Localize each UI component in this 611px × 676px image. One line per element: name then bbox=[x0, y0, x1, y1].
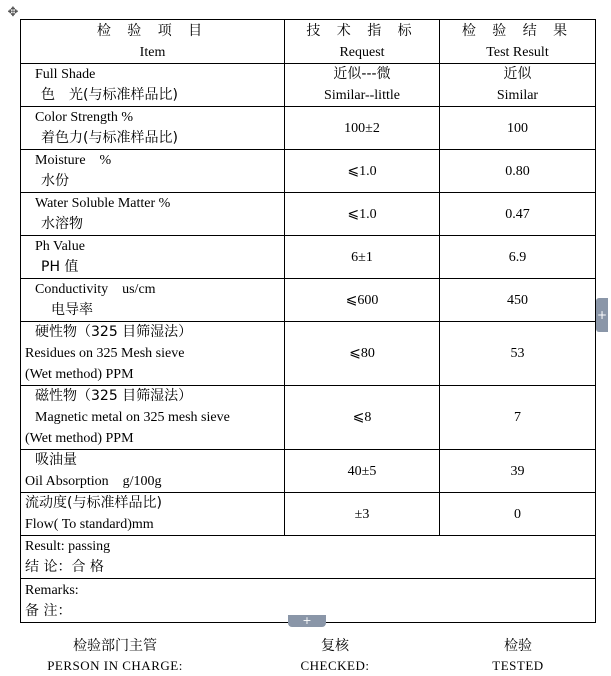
request-cell: 6±1 bbox=[285, 236, 440, 279]
request-cell: ⩽1.0 bbox=[285, 193, 440, 236]
item-cell: 流动度(与标准样品比) Flow( To standard)mm bbox=[21, 493, 285, 536]
table-row-color-strength bbox=[21, 107, 596, 150]
table-row-ph-value bbox=[21, 236, 596, 279]
item-cell: 硬性物（325 目筛湿法） Residues on 325 Mesh sieve (Wet method) PPM bbox=[21, 322, 285, 386]
table-row-result bbox=[21, 536, 596, 579]
result-cell: Result: passing 结 论：合 格 bbox=[21, 536, 596, 579]
header-result: 检 验 结 果 Test Result bbox=[440, 20, 596, 64]
item-cell: Moisture % 水份 bbox=[21, 150, 285, 193]
request-cell: 40±5 bbox=[285, 450, 440, 493]
result-cell: 39 bbox=[440, 450, 596, 493]
item-cell: Ph Value PH 值 bbox=[21, 236, 285, 279]
table-move-handle-icon[interactable]: ✥ bbox=[7, 5, 19, 20]
item-cell: 吸油量 Oil Absorption g/100g bbox=[21, 450, 285, 493]
table-row-residues bbox=[21, 322, 596, 386]
remarks-cell: Remarks: 备 注： bbox=[21, 579, 596, 623]
table-row-flow bbox=[21, 493, 596, 536]
table-row-oil-absorption bbox=[21, 450, 596, 493]
table-row-full-shade bbox=[21, 64, 596, 107]
request-cell: ⩽600 bbox=[285, 279, 440, 322]
table-header-row bbox=[21, 20, 596, 64]
result-cell: 0 bbox=[440, 493, 596, 536]
item-cell: Conductivity us/cm 电导率 bbox=[21, 279, 285, 322]
inspection-table bbox=[20, 19, 596, 623]
signature-person-in-charge: 检验部门主管 PERSON IN CHARGE: bbox=[47, 638, 183, 673]
item-cell: Color Strength % 着色力(与标准样品比) bbox=[21, 107, 285, 150]
result-cell: 0.47 bbox=[440, 193, 596, 236]
table-row-water-soluble bbox=[21, 193, 596, 236]
result-cell: 6.9 bbox=[440, 236, 596, 279]
result-cell: 100 bbox=[440, 107, 596, 150]
request-cell: 100±2 bbox=[285, 107, 440, 150]
request-cell: 近似---微 Similar--little bbox=[285, 64, 440, 107]
result-cell: 近似 Similar bbox=[440, 64, 596, 107]
result-cell: 450 bbox=[440, 279, 596, 322]
table-row-magnetic bbox=[21, 386, 596, 450]
header-item: 检 验 项 目 Item bbox=[21, 20, 285, 64]
signature-checked: 复核 CHECKED: bbox=[300, 638, 370, 673]
request-cell: ⩽1.0 bbox=[285, 150, 440, 193]
signature-tested: 检验 TESTED bbox=[492, 638, 544, 673]
add-row-handle-icon[interactable]: + bbox=[288, 615, 326, 627]
header-request: 技 术 指 标 Request bbox=[285, 20, 440, 64]
add-column-handle-icon[interactable]: + bbox=[596, 298, 608, 332]
request-cell: ⩽80 bbox=[285, 322, 440, 386]
item-cell: Full Shade 色 光(与标准样品比) bbox=[21, 64, 285, 107]
table-row-moisture bbox=[21, 150, 596, 193]
result-cell: 53 bbox=[440, 322, 596, 386]
item-cell: Water Soluble Matter % 水溶物 bbox=[21, 193, 285, 236]
request-cell: ⩽8 bbox=[285, 386, 440, 450]
table-row-conductivity bbox=[21, 279, 596, 322]
result-cell: 0.80 bbox=[440, 150, 596, 193]
result-cell: 7 bbox=[440, 386, 596, 450]
request-cell: ±3 bbox=[285, 493, 440, 536]
item-cell: 磁性物（325 目筛湿法） Magnetic metal on 325 mesh sieve (Wet method) PPM bbox=[21, 386, 285, 450]
